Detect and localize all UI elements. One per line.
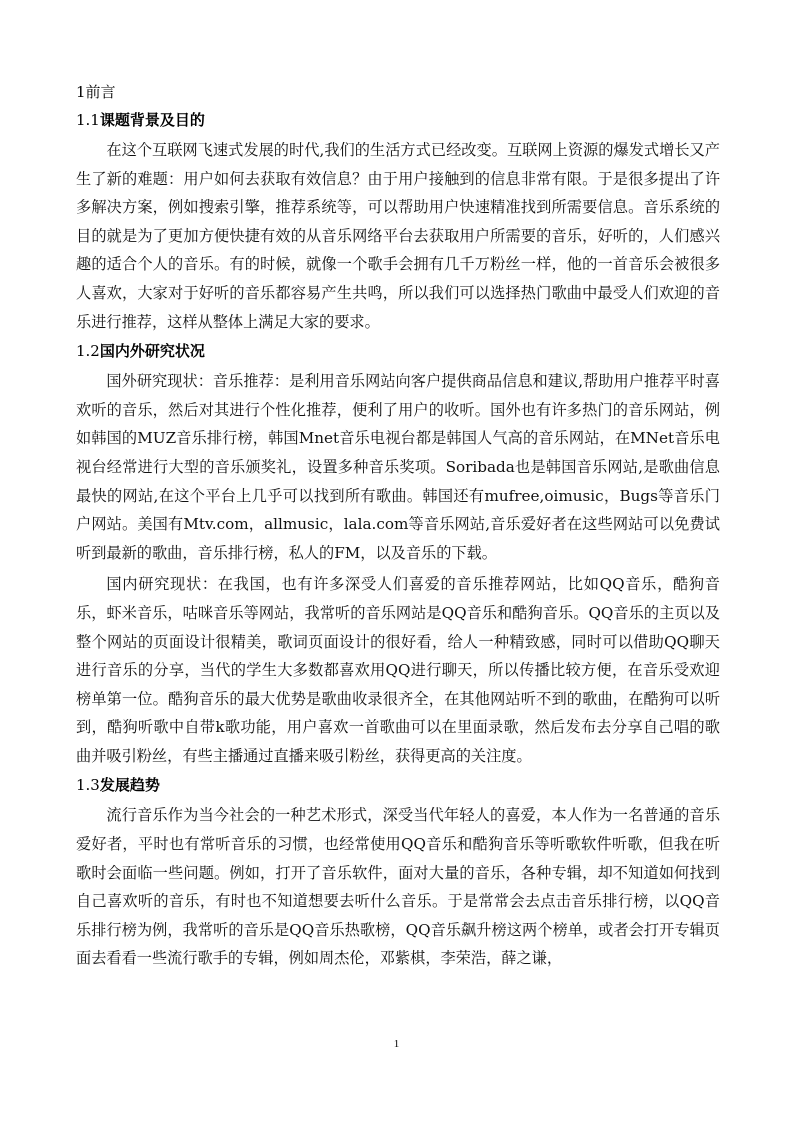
paragraph-background: 在这个互联网飞速式发展的时代,我们的生活方式已经改变。互联网上资源的爆发式增长又产生了新的难题：用户如何去获取有效信息？由于用户接触到的信息非常有限。于是很多提出了许多解决方案，例如搜索引擎，推荐系统等，可以帮助用户快速精准找到所需要信息。音乐系统的目的就是为了更加方便快捷有效的从音乐网络平台去获取用户所需要的音乐，好听的，人们感兴趣的适合个人的音乐。有的时候，就像一个歌手会拥有几千万粉丝一样，他的一首音乐会被很多人喜欢，大家对于好听的音乐都容易产生共鸣，所以我们可以选择热门歌曲中最受人们欢迎的音乐进行推荐，这样从整体上满足大家的要求。 [76,141,720,331]
paragraph-foreign-research: 国外研究现状：音乐推荐：是利用音乐网站向客户提供商品信息和建议,帮助用户推荐平时喜欢听的音乐，然后对其进行个性化推荐，便利了用户的收听。国外也有许多热门的音乐网站，例如韩国的MUZ音乐排行榜，韩国Mnet音乐电视台都是韩国人气高的音乐网站，在MNet音乐电视台经常进行大型的音乐颁奖礼，设置多种音乐奖项。Soribada也是韩国音乐网站,是歌曲信息最快的网站,在这个平台上几乎可以找到所有歌曲。韩国还有mufree,oimusic，Bugs等音乐门户网站。美国有Mtv.com，allmusic，lala.com等音乐网站,音乐爱好者在这些网站可以免费试听到最新的歌曲，音乐排行榜，私人的FM，以及音乐的下载。 [76,372,720,562]
section-1-3-heading [76,773,720,797]
heading-title: 国内外研究状况 [99,342,205,361]
page-number: 1 [393,1038,400,1050]
paragraph-trend: 流行音乐作为当今社会的一种艺术形式，深受当代年轻人的喜爱，本人作为一名普通的音乐爱好者，平时也有常听音乐的习惯，也经常使用QQ音乐和酷狗音乐等听歌软件听歌，但我在听歌时会面临一些问题。例如，打开了音乐软件，面对大量的音乐，各种专辑，却不知道如何找到自己喜欢听的音乐，有时也不知道想要去听什么音乐。于是常常会去点击音乐排行榜，以QQ音乐排行榜为例，我常听的音乐是QQ音乐热歌榜，QQ音乐飙升榜这两个榜单，或者会打开专辑页面去看看一些流行歌手的专辑，例如周杰伦，邓紫棋，李荣浩，薛之谦， [76,806,720,968]
section-1-heading [76,80,720,104]
heading-number: 1.2 [76,342,100,361]
heading-title: 前言 [85,83,116,101]
heading-number: 1.3 [76,776,100,795]
heading-title: 课题背景及目的 [99,111,205,129]
paragraph-domestic-research: 国内研究现状：在我国，也有许多深受人们喜爱的音乐推荐网站，比如QQ音乐，酷狗音乐，虾米音乐，咕咪音乐等网站，我常听的音乐网站是QQ音乐和酷狗音乐。QQ音乐的主页以及整个网站的页面设计很精美，歌词页面设计的很好看，给人一种精致感，同时可以借助QQ聊天进行音乐的分享，当代的学生大多数都喜欢用QQ进行聊天，所以传播比较方便，在音乐受欢迎榜单第一位。酷狗音乐的最大优势是歌曲收录很齐全，在其他网站听不到的歌曲，在酷狗可以听到，酷狗听歌中自带k歌功能，用户喜欢一首歌曲可以在里面录歌，然后发布去分享自己唱的歌曲并吸引粉丝，有些主播通过直播来吸引粉丝，获得更高的关注度。 [76,575,720,765]
section-1-1-heading [76,108,720,132]
heading-title: 发展趋势 [99,776,160,795]
heading-number: 1 [76,83,86,101]
section-1-2-heading [76,339,720,363]
heading-number: 1.1 [76,111,100,129]
document-body [76,80,720,976]
